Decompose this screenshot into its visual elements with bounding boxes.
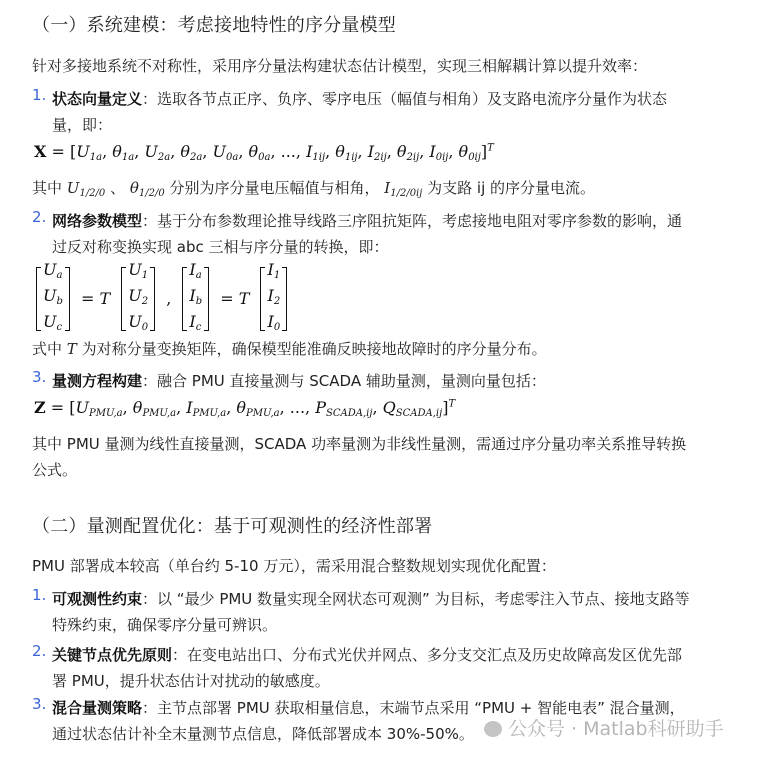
item-note: 其中 PMU 量测为线性直接量测，SCADA 功率量测为非线性量测，需通过序分量功率关系推导转换 (32, 435, 687, 453)
item-text: ：以 “最少 PMU 数量实现全网状态可观测” 为目标，考虑零注入节点、接地支路等 (142, 590, 690, 608)
section-heading-1: （一）系统建模：考虑接地特性的序分量模型 (32, 15, 396, 36)
list-item (32, 642, 742, 694)
item-text: ：选取各节点正序、负序、零序电压（幅值与相角）及支路电流序分量作为状态 (142, 90, 668, 108)
transform-formula: $U_a$ $U_b$ $U_c$ = T $U_1$ $U_2$ $U_0$ , $I_a$ $I_b$ $I_c$ = T $I_1$ $I_2$ $I_0$ (36, 260, 287, 338)
item-text-cont: 量，即： (52, 116, 113, 134)
section-intro-1: 针对多接地系统不对称性，采用序分量法构建状态估计模型，实现三相解耦计算以提升效率： (32, 57, 648, 75)
list-number: 1. (32, 586, 47, 604)
item-title: 关键节点优先原则 (52, 646, 173, 664)
watermark-text: 公众号 · Matlab科研助手 (508, 718, 724, 740)
watermark (484, 714, 724, 741)
list-item (32, 586, 742, 638)
item-text: ：主节点部署 PMU 获取相量信息，末端节点采用 “PMU + 智能电表” 混合量测， (142, 699, 685, 717)
wechat-icon (484, 721, 502, 737)
item-note-cont: 公式。 (32, 461, 78, 479)
item-title: 混合量测策略 (52, 699, 143, 717)
item-title: 网络参数模型 (52, 212, 143, 230)
item-title: 状态向量定义 (52, 90, 143, 108)
list-number: 2. (32, 642, 47, 660)
section-intro-2: PMU 部署成本较高（单台约 5-10 万元），需采用混合整数规划实现优化配置： (32, 557, 556, 575)
item-text-cont: 署 PMU，提升状态估计对扰动的敏感度。 (52, 672, 330, 690)
state-vector-formula: $X = [U_{1a}$, $\theta_{1a}$, $U_{2a}$, $\theta_{2a}$, $U_{0a}$, $\theta_{0a}$, ..., $I_{1ij}$, $\theta_{1ij}$, $I_{2ij}$, $\theta_{2ij}$, $I_{0ij}$, $\theta_{0ij}]^T$ (34, 142, 494, 163)
list-item (32, 208, 742, 260)
list-number: 2. (32, 208, 47, 226)
item-title: 量测方程构建 (52, 372, 143, 390)
item-text-cont: 特殊约束，确保零序分量可辨识。 (52, 616, 278, 634)
list-number: 3. (32, 368, 47, 386)
list-item (32, 368, 732, 394)
item-note: 式中 T 为对称分量变换矩阵，确保模型能准确反映接地故障时的序分量分布。 (32, 340, 547, 358)
item-text: ：基于分布参数理论推导线路三序阻抗矩阵，考虑接地电阻对零序参数的影响，通 (142, 212, 683, 230)
list-number: 3. (32, 695, 47, 713)
list-item (32, 86, 732, 138)
item-text: ：融合 PMU 直接量测与 SCADA 辅助量测，量测向量包括： (142, 372, 546, 390)
measurement-vector-formula: $Z = [U_{PMU,a}$, $\theta_{PMU,a}$, $I_{PMU,a}$, $\theta_{PMU,a}$, ..., $P_{SCADA,ij}$, $Q_{SCADA,ij}]^T$ (34, 398, 456, 419)
item-text: ：在变电站出口、分布式光伏并网点、多分支交汇点及历史故障高发区优先部 (172, 646, 683, 664)
list-number: 1. (32, 86, 47, 104)
item-note: 其中 $U_{1/2/0}$ 、 $\theta_{1/2/0}$ 分别为序分量电压幅值与相角， $I_{1/2/0ij}$ 为支路 ij 的序分量电流。 (32, 179, 596, 199)
item-text-cont: 过反对称变换实现 abc 三相与序分量的转换，即： (52, 238, 389, 256)
item-text-cont: 通过状态估计补全末量测节点信息，降低部署成本 30%-50%。 (52, 725, 474, 743)
item-title: 可观测性约束 (52, 590, 143, 608)
section-heading-2: （二）量测配置优化：基于可观测性的经济性部署 (32, 516, 433, 537)
